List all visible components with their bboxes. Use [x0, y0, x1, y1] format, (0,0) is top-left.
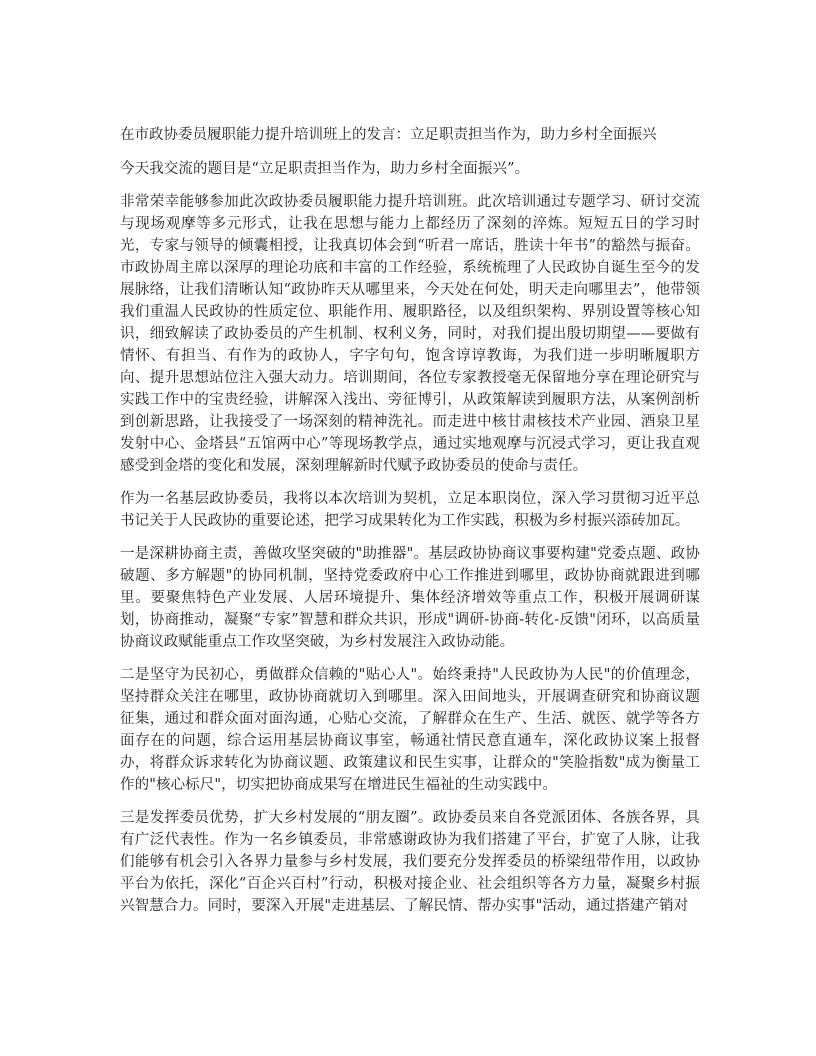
paragraph-point-two: 二是坚守为民初心，勇做群众信赖的"贴心人"。始终秉持"人民政协为人民"的价值理念，坚持群众关注在哪里，政协协商就切入到哪里。深入田间地头，开展调查研究和协商议题征集，通过和群众面对面沟通，心贴心交流，了解群众在生产、生活、就医、就学等各方面存在的问题，综合运用基层协商议事室，畅通社情民意直通车，深化政协议案上报督办，将群众诉求转化为协商议题、政策建议和民生实事，让群众的"笑脸指数"成为衡量工作的"核心标尺"，切实把协商成果写在增进民生福祉的生动实践中。 [120, 667, 700, 793]
paragraph-training-review: 非常荣幸能够参加此次政协委员履职能力提升培训班。此次培训通过专题学习、研讨交流与现场观摩等多元形式，让我在思想与能力上都经历了深刻的淬炼。短短五日的学习时光，专家与领导的倾囊相授，让我真切体会到“听君一席话，胜读十年书”的豁然与振奋。市政协周主席以深厚的理论功底和丰富的工作经验，系统梳理了人民政协自诞生至今的发展脉络，让我们清晰认知“政协昨天从哪里来，今天处在何处，明天走向哪里去”，他带领我们重温人民政协的性质定位、职能作用、履职路径，以及组织架构、界别设置等核心知识，细致解读了政协委员的产生机制、权利义务，同时，对我们提出殷切期望——要做有情怀、有担当、有作为的政协人，字字句句，饱含谆谆教诲，为我们进一步明晰履职方向、提升思想站位注入强大动力。培训期间，各位专家教授毫无保留地分享在理论研究与实践工作中的宝贵经验，讲解深入浅出、旁征博引，从政策解读到履职方法，从案例剖析到创新思路，让我接受了一场深刻的精神洗礼。而走进中核甘肃核技术产业园、酒泉卫星发射中心、金塔县“五馆两中心”等现场教学点，通过实地观摩与沉浸式学习，更让我直观感受到金塔的变化和发展，深刻理解新时代赋予政协委员的使命与责任。 [120, 194, 700, 474]
paragraph-topic: 今天我交流的题目是“立足职责担当作为，助力乡村全面振兴”。 [120, 161, 530, 177]
paragraph-point-three: 三是发挥委员优势，扩大乡村发展的“朋友圈”。政协委员来自各党派团体、各族各界，具有广泛代表性。作为一名乡镇委员，非常感谢政协为我们搭建了平台，扩宽了人脉，让我们能够有机会引入各界力量参与乡村发展，我们要充分发挥委员的桥梁纽带作用，以政协平台为依托，深化“百企兴百村”行动，积极对接企业、社会组织等各方力量，凝聚乡村振兴智慧合力。同时，要深入开展"走进基层、了解民情、帮办实事"活动，通过搭建产销对 [120, 810, 700, 914]
document-page [120, 124, 700, 928]
document-title: 在市政协委员履职能力提升培训班上的发言：立足职责担当作为，助力乡村全面振兴 [120, 127, 657, 143]
paragraph-point-one: 一是深耕协商主责，善做攻坚突破的"助推器"。基层政协协商议事要构建"党委点题、政协破题、多方解题"的协同机制，坚持党委政府中心工作推进到哪里，政协协商就跟进到哪里。要聚焦特色产业发展、人居环境提升、集体经济增效等重点工作，积极开展调研谋划，协商推动，凝聚“专家”智慧和群众共识，形成"调研-协商-转化-反馈"闭环，以高质量协商议政赋能重点工作攻坚突破，为乡村发展注入政协动能。 [120, 546, 700, 650]
paragraph-commitment: 作为一名基层政协委员，我将以本次培训为契机，立足本职岗位，深入学习贯彻习近平总书记关于人民政协的重要论述，把学习成果转化为工作实践，积极为乡村振兴添砖加瓦。 [120, 491, 700, 529]
